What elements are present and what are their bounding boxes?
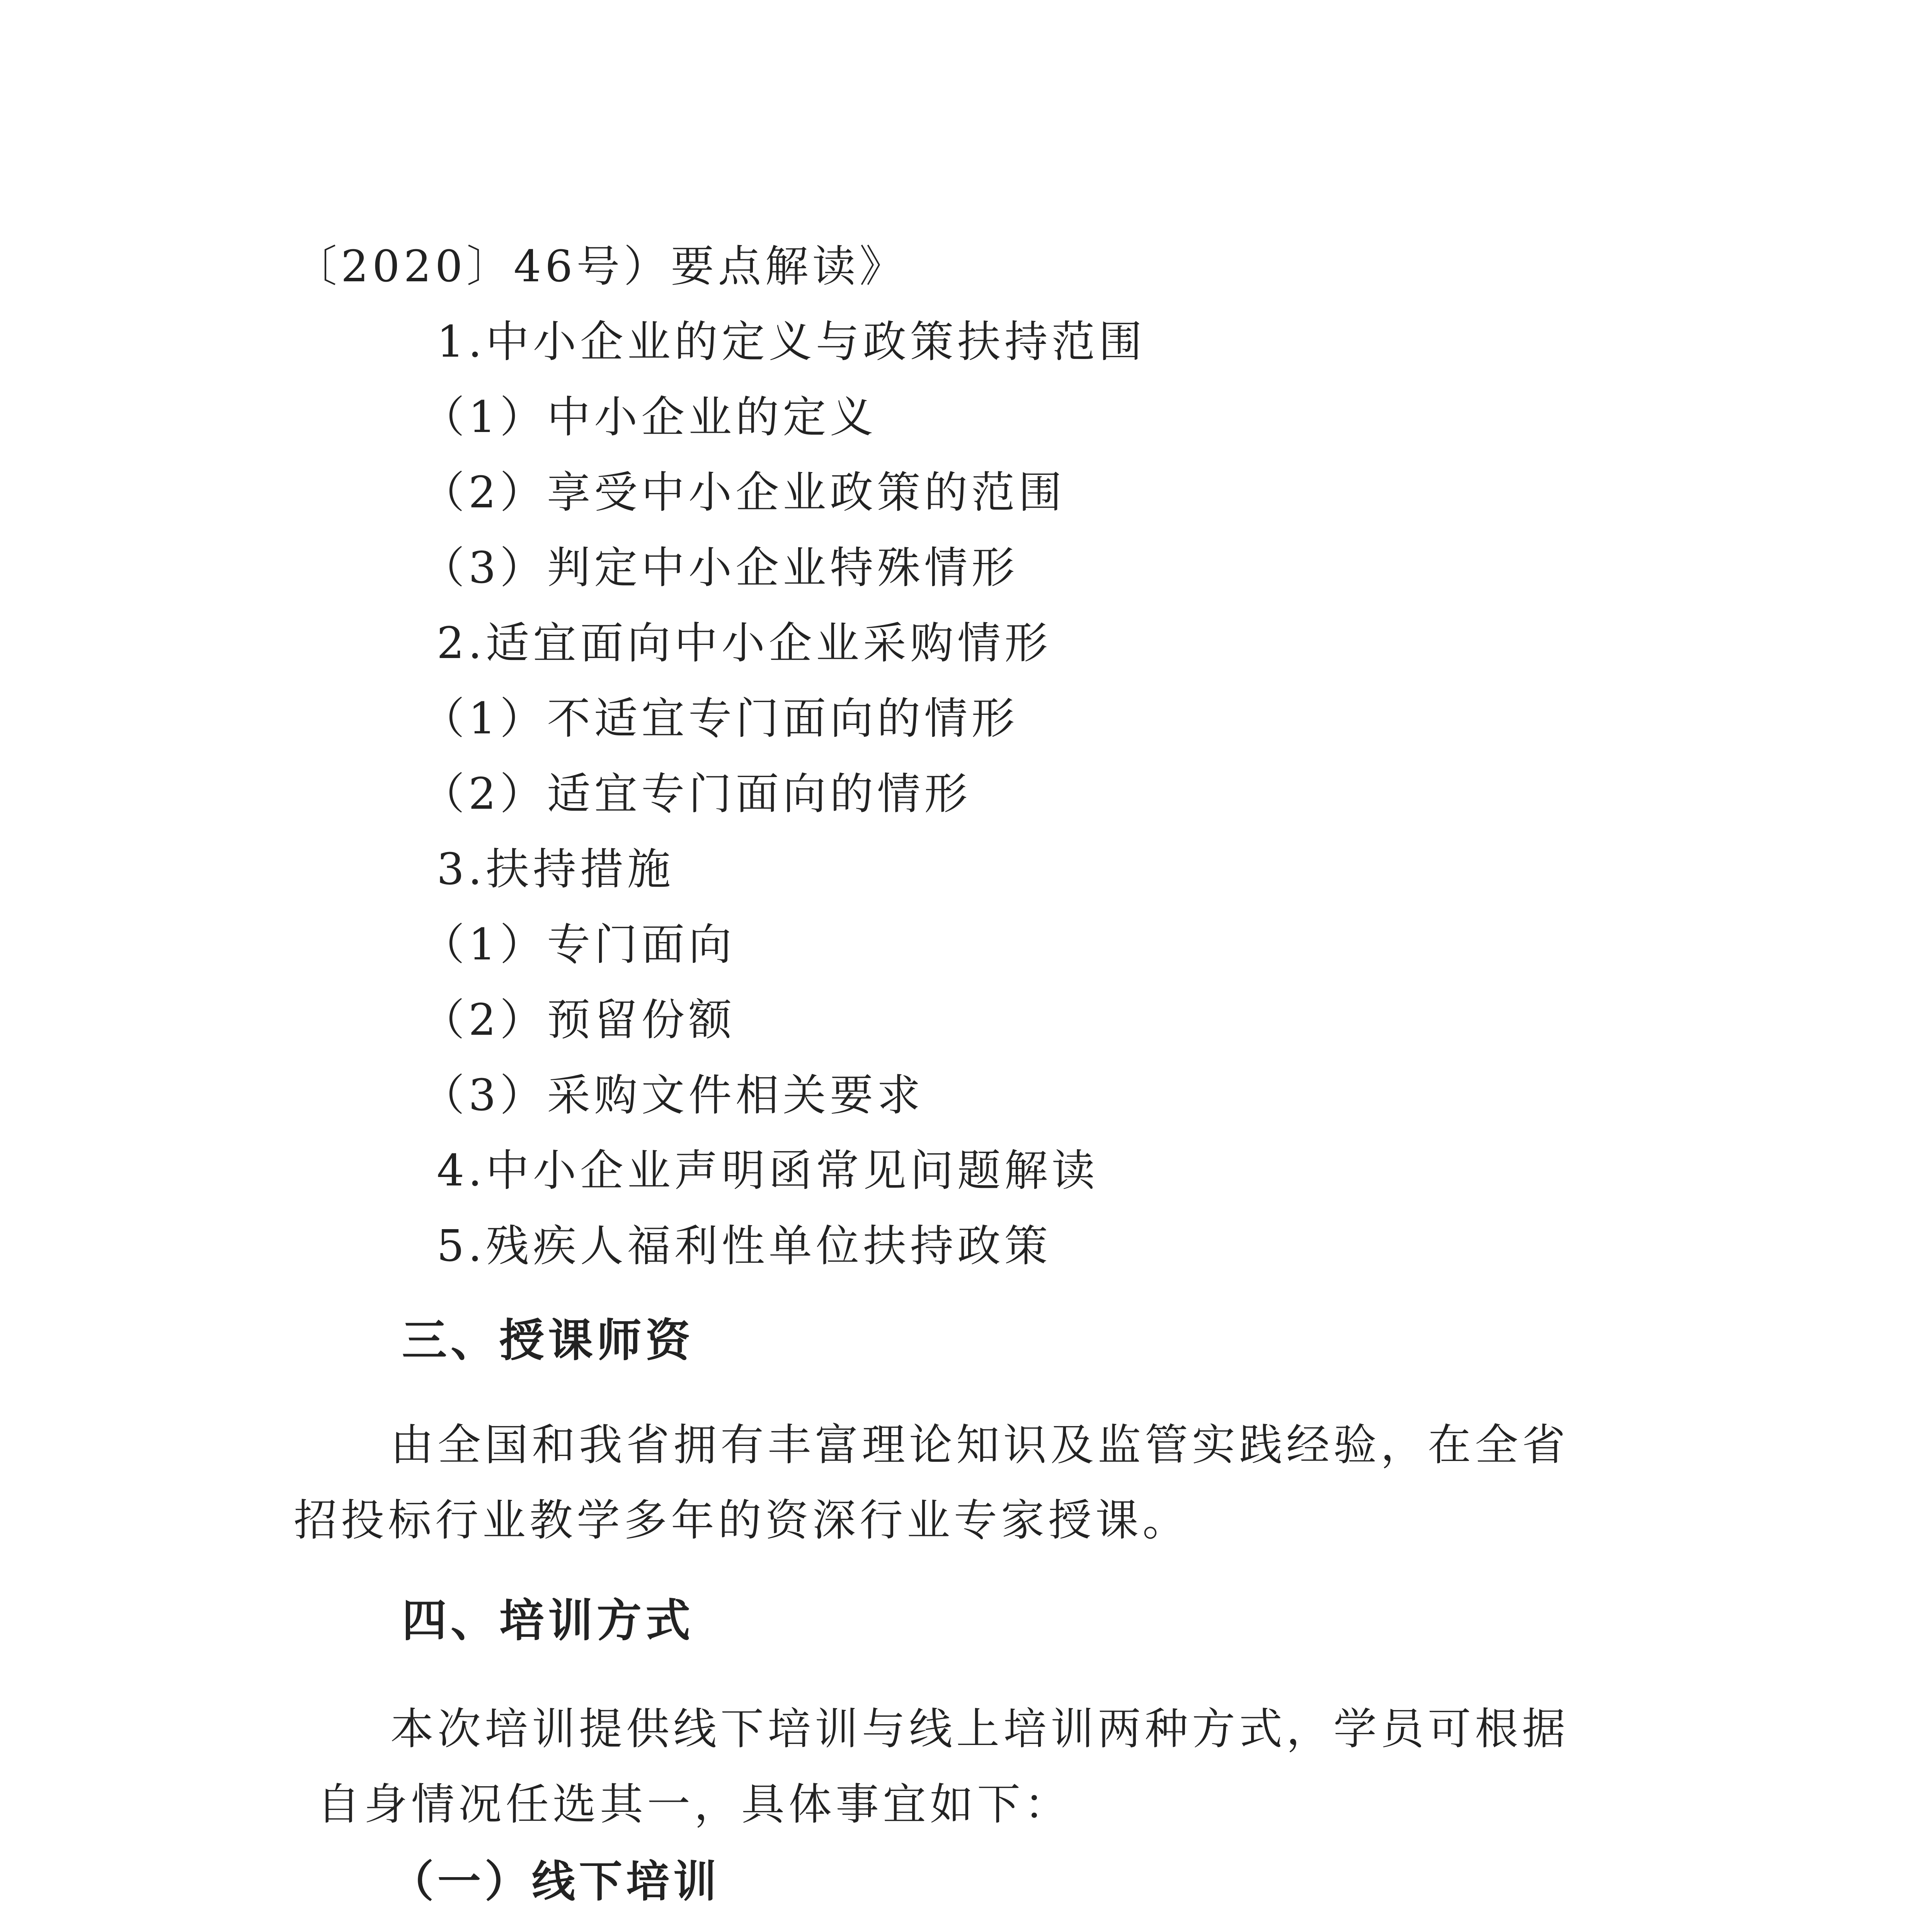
item-2-2: （2）适宜专门面向的情形 <box>421 769 972 819</box>
section4-para-line1: 本次培训提供线下培训与线上培训两种方式，学员可根据 <box>390 1704 1569 1754</box>
item-1: 1.中小企业的定义与政策扶持范围 <box>437 317 1146 367</box>
offline-heading: （一）线下培训 <box>390 1857 720 1907</box>
item-1-2: （2）享受中小企业政策的范围 <box>421 468 1066 518</box>
item-3-3: （3）采购文件相关要求 <box>421 1070 924 1121</box>
offline-time-heading <box>390 1930 893 1932</box>
section4-heading: 四、培训方式 <box>402 1595 694 1647</box>
section3-para-line1: 由全国和我省拥有丰富理论知识及监管实践经验，在全省 <box>390 1420 1569 1470</box>
section3-para-line2: 招投标行业教学多年的资深行业专家授课。 <box>294 1495 1190 1546</box>
item-3: 3.扶持措施 <box>437 844 674 895</box>
item-4: 4.中小企业声明函常见问题解读 <box>437 1146 1099 1196</box>
section4-para-line2: 自身情况任选其一，具体事宜如下： <box>317 1779 1071 1830</box>
item-2: 2.适宜面向中小企业采购情形 <box>437 618 1052 668</box>
item-1-3: （3）判定中小企业特殊情形 <box>421 543 1019 593</box>
section3-heading: 三、授课师资 <box>402 1315 694 1367</box>
item-3-2: （2）预留份额 <box>421 995 736 1045</box>
item-3-1: （1）专门面向 <box>421 920 736 970</box>
item-5: 5.残疾人福利性单位扶持政策 <box>437 1221 1052 1271</box>
line-title-tail: 〔2020〕46号）要点解读》 <box>294 242 907 292</box>
item-1-1: （1）中小企业的定义 <box>421 392 877 442</box>
item-2-1: （1）不适宜专门面向的情形 <box>421 694 1019 744</box>
